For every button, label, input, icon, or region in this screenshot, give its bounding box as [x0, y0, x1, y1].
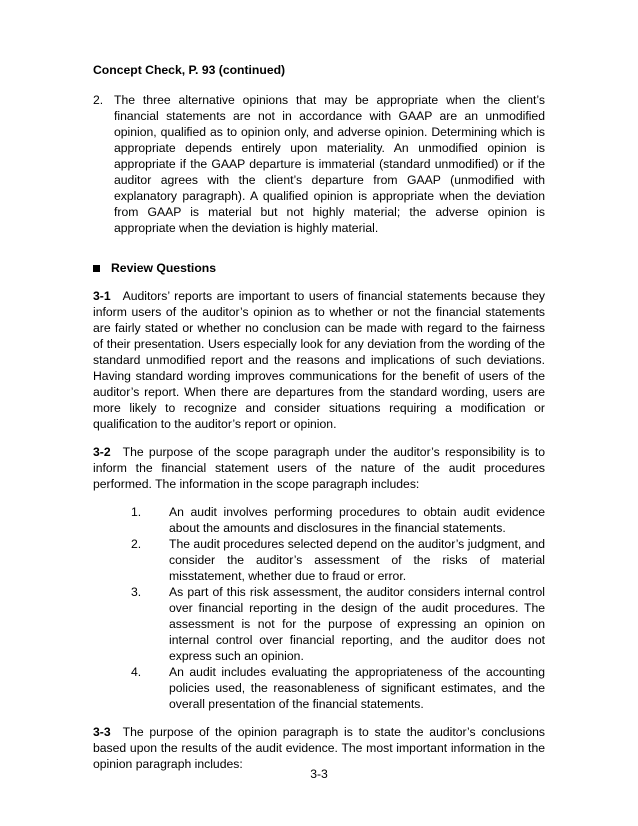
question-text: The purpose of the opinion paragraph is to state the auditor’s conclusions based upon the results of the audit evidence. The most important information in the opinion paragraph includes: [93, 725, 545, 771]
question-3-3 [93, 724, 545, 772]
concept-check-item [93, 92, 545, 236]
list-item-number: 2. [131, 537, 142, 551]
list-item-text: As part of this risk assessment, the auditor considers internal control over financial reporting in the design of the audit procedures. The assessment is not for the purpose of expressing an opinion on internal control over financial reporting, and the auditor does not express such an opinion. [169, 585, 545, 663]
list-item-text: An audit involves performing procedures to obtain audit evidence about the amounts and disclosures in the financial statements. [169, 505, 545, 535]
concept-check-title: Concept Check, P. 93 (continued) [93, 63, 286, 77]
list-item-text: An audit includes evaluating the appropriateness of the accounting policies used, the reasonableness of significant estimates, and the overall presentation of the financial statements. [169, 665, 545, 711]
question-3-2 [93, 444, 545, 492]
question-text: The purpose of the scope paragraph under the auditor’s responsibility is to inform the financial statement users of the nature of the audit procedures performed. The information in the scope paragraph includes: [93, 445, 545, 491]
review-questions-title: Review Questions [111, 261, 216, 275]
list-item-number: 1. [131, 505, 142, 519]
page-number: 3-3 [310, 767, 328, 781]
item-text: The three alternative opinions that may be appropriate when the client’s financial statements are not in accordance with GAAP are an unmodified opinion, qualified as to opinion only, and adverse opinion. Determining which is appropriate depends entirely upon materiality. An unmodified opinion is appropriate if the GAAP departure is immaterial (standard unmodified) or if the auditor agrees with the client’s departure from GAAP (unmodified with explanatory paragraph). A qualified opinion is appropriate when the deviation from GAAP is material but not highly material; the adverse opinion is appropriate when the deviation is highly material. [114, 93, 545, 235]
question-number: 3-1 [93, 289, 111, 303]
list-item-text: The audit procedures selected depend on the auditor’s judgment, and consider the auditor’s assessment of the risks of material misstatement, whether due to fraud or error. [169, 537, 545, 583]
square-bullet-icon [93, 265, 100, 272]
question-number: 3-3 [93, 725, 111, 739]
list-item-number: 3. [131, 585, 142, 599]
list-item [93, 664, 545, 712]
question-3-1 [93, 288, 545, 432]
question-number: 3-2 [93, 445, 111, 459]
scope-list [93, 504, 545, 712]
list-item [93, 536, 545, 584]
page-content [93, 62, 545, 772]
review-questions-heading [93, 260, 545, 276]
list-item [93, 504, 545, 536]
list-item [93, 584, 545, 664]
question-text: Auditors’ reports are important to users of financial statements because they inform users of the auditor’s opinion as to whether or not the financial statements are fairly stated or whether no conclusion can be made with regard to the fairness of their presentation. Users especially look for any deviation from the wording of the standard unmodified report and the reasons and implications of such deviations. Having standard wording improves communications for the benefit of users of the auditor’s report. When there are departures from the standard wording, users are more likely to recognize and consider situations requiring a modification or qualification to the auditor’s report or opinion. [93, 289, 545, 431]
list-item-number: 4. [131, 665, 142, 679]
item-number: 2. [93, 93, 104, 107]
